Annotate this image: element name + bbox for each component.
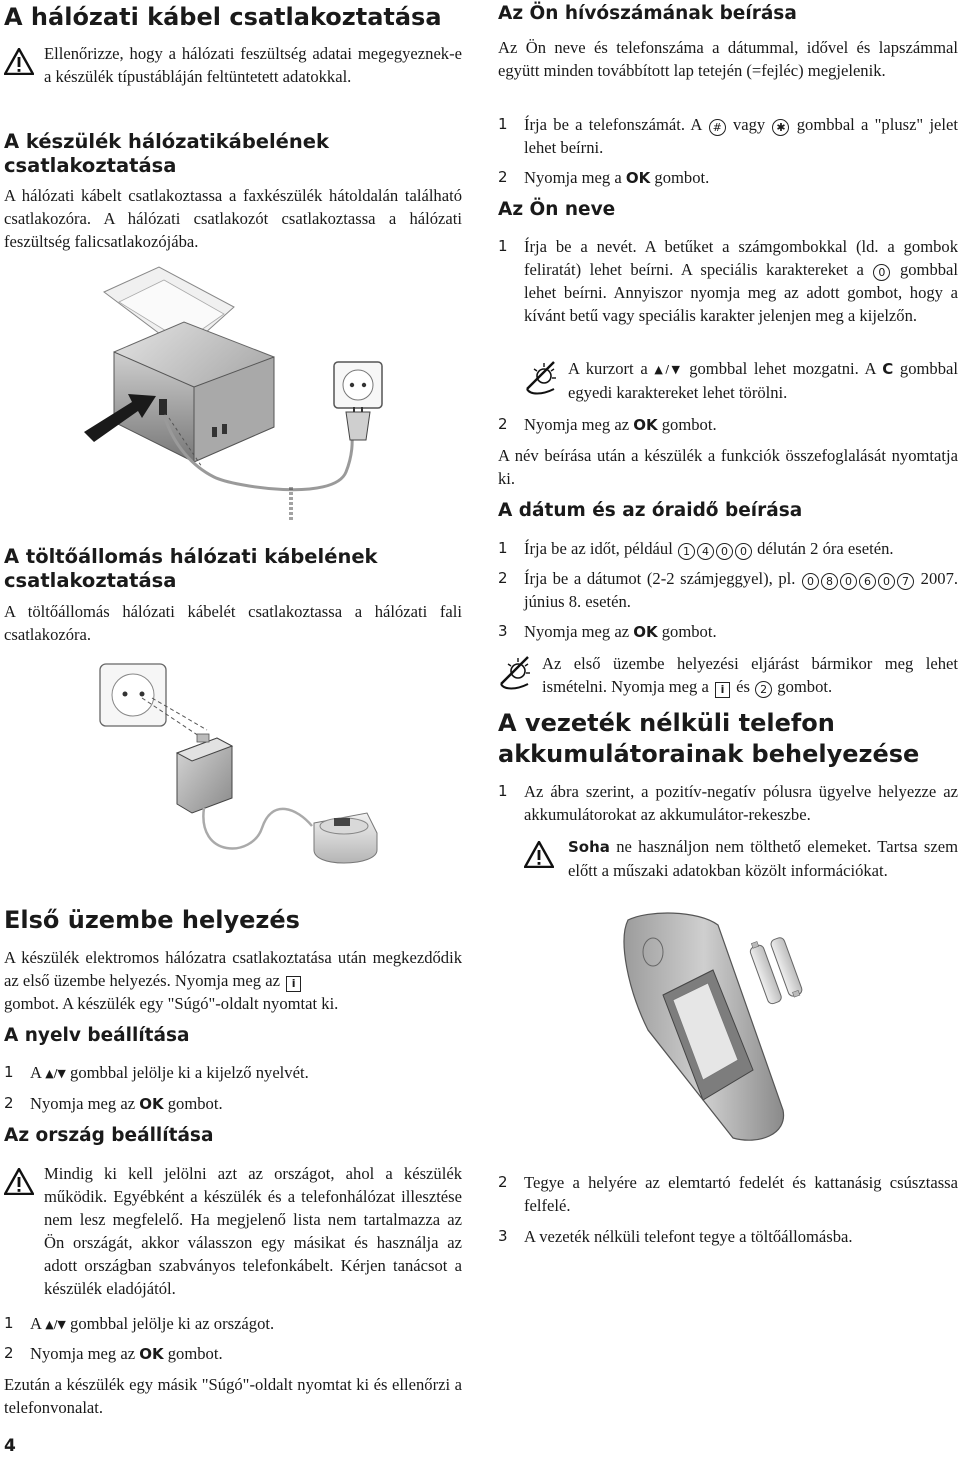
date-step-2 bbox=[498, 567, 958, 613]
number-step-1 bbox=[498, 113, 958, 159]
digit-key-icon: 0 bbox=[840, 573, 857, 590]
step-number: 2 bbox=[4, 1344, 14, 1362]
step-number: 2 bbox=[498, 168, 508, 186]
battery-step-3-text: A vezeték nélküli telefont tegye a töltőállomásba. bbox=[524, 1227, 853, 1246]
date-tip-b: gombot. bbox=[777, 677, 833, 696]
date-step-2-a: Írja be a dátumot (2-2 számjeggyel), pl. bbox=[524, 569, 796, 588]
country-warning bbox=[4, 1162, 464, 1300]
country-step-2 bbox=[4, 1342, 462, 1366]
country-step-1-b: gombbal jelölje ki az országot. bbox=[70, 1314, 275, 1333]
warning-icon bbox=[4, 42, 44, 88]
step-number: 1 bbox=[4, 1314, 14, 1332]
ok-key-label: OK bbox=[633, 623, 658, 641]
country-step-1 bbox=[4, 1312, 462, 1336]
number-step-1-a: Írja be a telefonszámát. A bbox=[524, 115, 702, 134]
base-cable-text: A töltőállomás hálózati kábelét csatlakoztassa a hálózati fali csatlakozóra. bbox=[4, 602, 462, 644]
digit-key-icon: 0 bbox=[716, 543, 733, 560]
date-step-3 bbox=[498, 620, 958, 644]
battery-step-2-text: Tegye a helyére az elemtartó fedelét és kattanásig csúsztassa felfelé. bbox=[524, 1173, 958, 1215]
language-step-2 bbox=[4, 1092, 462, 1116]
date-tip-a: Az első üzembe helyezési eljárást bármikor meg lehet ismételni. Nyomja meg a bbox=[542, 654, 958, 696]
first-setup-text-a: A készülék elektromos hálózatra csatlakoztatása után megkezdődik az első üzembe helyezés. Nyomja meg az bbox=[4, 948, 462, 990]
zero-key-icon: 0 bbox=[873, 264, 890, 281]
digit-key-icon: 8 bbox=[821, 573, 838, 590]
info-key-icon: i bbox=[286, 976, 301, 992]
step-number: 1 bbox=[4, 1063, 14, 1081]
battery-step-2 bbox=[498, 1171, 958, 1217]
date-step-1 bbox=[498, 537, 958, 560]
ok-key-label: OK bbox=[139, 1345, 164, 1363]
digit-key-icon: 7 bbox=[897, 573, 914, 590]
name-step-2 bbox=[498, 413, 958, 437]
name-tip-a: A kurzort a bbox=[568, 359, 648, 378]
step-number: 1 bbox=[498, 237, 508, 255]
subsection-title-name: Az Ön neve bbox=[498, 199, 616, 220]
country-step-2-a: Nyomja meg az bbox=[30, 1344, 136, 1363]
language-step-1-b: gombbal jelölje ki a kijelző nyelvét. bbox=[70, 1063, 309, 1082]
battery-warning-bold: Soha bbox=[568, 838, 610, 856]
digit-key-icon: 2 bbox=[755, 681, 772, 698]
subsection-title-base-cable: A töltőállomás hálózati kábelének csatlakoztatása bbox=[4, 545, 378, 592]
tip-lightbulb-icon bbox=[524, 357, 568, 404]
c-key-label: C bbox=[882, 360, 894, 378]
step-number: 2 bbox=[4, 1094, 14, 1112]
tip-lightbulb-icon bbox=[498, 652, 542, 698]
battery-step-3 bbox=[498, 1225, 958, 1248]
date-step-3-a: Nyomja meg az bbox=[524, 622, 630, 641]
name-tip-d: gombbal egyedi karaktereket lehet törölni. bbox=[568, 359, 958, 402]
section-title-first-setup: Első üzembe helyezés bbox=[4, 906, 300, 934]
ok-key-label: OK bbox=[625, 169, 651, 187]
step-number: 3 bbox=[498, 622, 508, 640]
star-key-icon: ✱ bbox=[772, 119, 789, 136]
battery-step-1-text: Az ábra szerint, a pozitív-negatív pólusra ügyelve helyezze az akkumulátorokat az akkumulátor-rekeszbe. bbox=[524, 782, 958, 824]
date-step-1-b: délután 2 óra esetén. bbox=[757, 539, 894, 558]
name-step-2-a: Nyomja meg az bbox=[524, 415, 630, 434]
name-step-2-b: gombot. bbox=[661, 415, 717, 434]
country-warning-text: Mindig ki kell jelölni azt az országot, ahol a készülék működik. Egyébként a készülék és a telefonhálózat illesztése nem lesz megfelelő. Ha megjelenő lista nem tartalmazza az Ön országát, akkor válasszon egy másikat és használja az adott országban szabványos telefonkábelt. Kérjen tanácsot a készülék eladójától. bbox=[44, 1164, 462, 1298]
mains-warning-text: Ellenőrizze, hogy a hálózati feszültség adatai megegyeznek-e a készülék típustábláján feltüntetett adatokkal. bbox=[44, 44, 462, 86]
number-step-2-a: Nyomja meg a bbox=[524, 168, 622, 187]
step-number: 2 bbox=[498, 1173, 508, 1191]
up-down-arrows-icon: ▲/▼ bbox=[45, 1067, 66, 1080]
step-number: 1 bbox=[498, 539, 508, 557]
first-setup-text bbox=[4, 946, 462, 1015]
step-number: 2 bbox=[498, 569, 508, 587]
warning-icon bbox=[524, 835, 568, 882]
language-step-2-b: gombot. bbox=[167, 1094, 223, 1113]
digit-key-icon: 0 bbox=[878, 573, 895, 590]
step-number: 1 bbox=[498, 782, 508, 800]
digit-key-icon: 4 bbox=[697, 543, 714, 560]
number-text: Az Ön neve és telefonszáma a dátummal, idővel és lapszámmal együtt minden továbbított lap tetején (=fejléc) megjelenik. bbox=[498, 38, 958, 80]
fax-cable-illustration bbox=[84, 262, 404, 526]
date-tip bbox=[498, 652, 958, 698]
handset-battery-illustration bbox=[608, 910, 828, 1154]
charger-illustration bbox=[92, 658, 382, 872]
country-after-text: Ezután a készülék egy másik "Súgó"-oldalt nyomtat ki és ellenőrzi a telefonvonalat. bbox=[4, 1375, 462, 1417]
hash-key-icon: # bbox=[709, 119, 726, 136]
number-step-1-b: gombbal a "plusz" jelet lehet beírni. bbox=[524, 115, 959, 157]
subsection-title-country: Az ország beállítása bbox=[4, 1125, 214, 1146]
date-step-1-a: Írja be az időt, például bbox=[524, 539, 673, 558]
first-setup-text-b: gombot. A készülék egy "Súgó"-oldalt nyomtat ki. bbox=[4, 994, 339, 1013]
language-step-1 bbox=[4, 1061, 462, 1085]
subsection-title-date: A dátum és az óraidő beírása bbox=[498, 500, 803, 521]
language-step-2-a: Nyomja meg az bbox=[30, 1094, 136, 1113]
digit-key-icon: 6 bbox=[859, 573, 876, 590]
mains-warning bbox=[4, 42, 464, 88]
step-number: 3 bbox=[498, 1227, 508, 1245]
digit-key-icon: 1 bbox=[678, 543, 695, 560]
info-key-icon: i bbox=[715, 682, 730, 698]
step-number: 1 bbox=[498, 115, 508, 133]
digit-key-icon: 0 bbox=[802, 573, 819, 590]
name-after-text: A név beírása után a készülék a funkciók összefoglalását nyomtatja ki. bbox=[498, 446, 958, 488]
up-down-arrows-icon: ▲/▼ bbox=[654, 363, 683, 376]
date-step-3-b: gombot. bbox=[661, 622, 717, 641]
section-title-battery: A vezeték nélküli telefon akkumulátorainak behelyezése bbox=[498, 709, 920, 768]
subsection-title-device-cable: A készülék hálózatikábelének csatlakoztatása bbox=[4, 130, 329, 177]
ok-key-label: OK bbox=[139, 1095, 164, 1113]
language-step-1-a: A bbox=[30, 1063, 42, 1082]
country-step-2-b: gombot. bbox=[167, 1344, 223, 1363]
page-number: 4 bbox=[4, 1436, 16, 1456]
battery-step-1 bbox=[498, 780, 958, 826]
device-cable-text: A hálózati kábelt csatlakoztassa a faxkészülék hátoldalán található csatlakozóra. A hálózati csatlakozót csatlakoztassa a hálózati feszültség falicsatlakozójába. bbox=[4, 186, 462, 251]
name-step-1-a: Írja be a nevét. A betűket a számgombokkal (ld. a gombok feliratát) lehet beírni. A speciális karaktereket a bbox=[524, 237, 958, 279]
number-step-2 bbox=[498, 166, 958, 190]
date-step-2-b: 2007. június 8. esetén. bbox=[524, 569, 959, 611]
ok-key-label: OK bbox=[633, 416, 658, 434]
name-step-1-b: gombbal lehet beírni. Annyiszor nyomja meg az adott gombot, hogy a kívánt betű vagy speciális karakter jelenjen meg a kijelzőn. bbox=[524, 260, 959, 325]
date-tip-mid: és bbox=[736, 677, 750, 696]
warning-icon bbox=[4, 1162, 44, 1300]
battery-warning-text: ne használjon nem tölthető elemeket. Tartsa szem előtt a műszaki adatokban közölt információkat. bbox=[568, 837, 958, 880]
number-step-1-mid: vagy bbox=[732, 115, 766, 134]
subsection-title-number: Az Ön hívószámának beírása bbox=[498, 3, 797, 24]
country-step-1-a: A bbox=[30, 1314, 42, 1333]
name-tip bbox=[524, 357, 958, 404]
name-step-1 bbox=[498, 235, 958, 327]
section-title-mains: A hálózati kábel csatlakoztatása bbox=[4, 3, 442, 31]
battery-warning bbox=[524, 835, 958, 882]
step-number: 2 bbox=[498, 415, 508, 433]
name-tip-b: gombbal lehet mozgatni. A bbox=[689, 359, 876, 378]
number-step-2-b: gombot. bbox=[654, 168, 710, 187]
subsection-title-language: A nyelv beállítása bbox=[4, 1025, 190, 1046]
digit-key-icon: 0 bbox=[735, 543, 752, 560]
up-down-arrows-icon: ▲/▼ bbox=[45, 1318, 66, 1331]
